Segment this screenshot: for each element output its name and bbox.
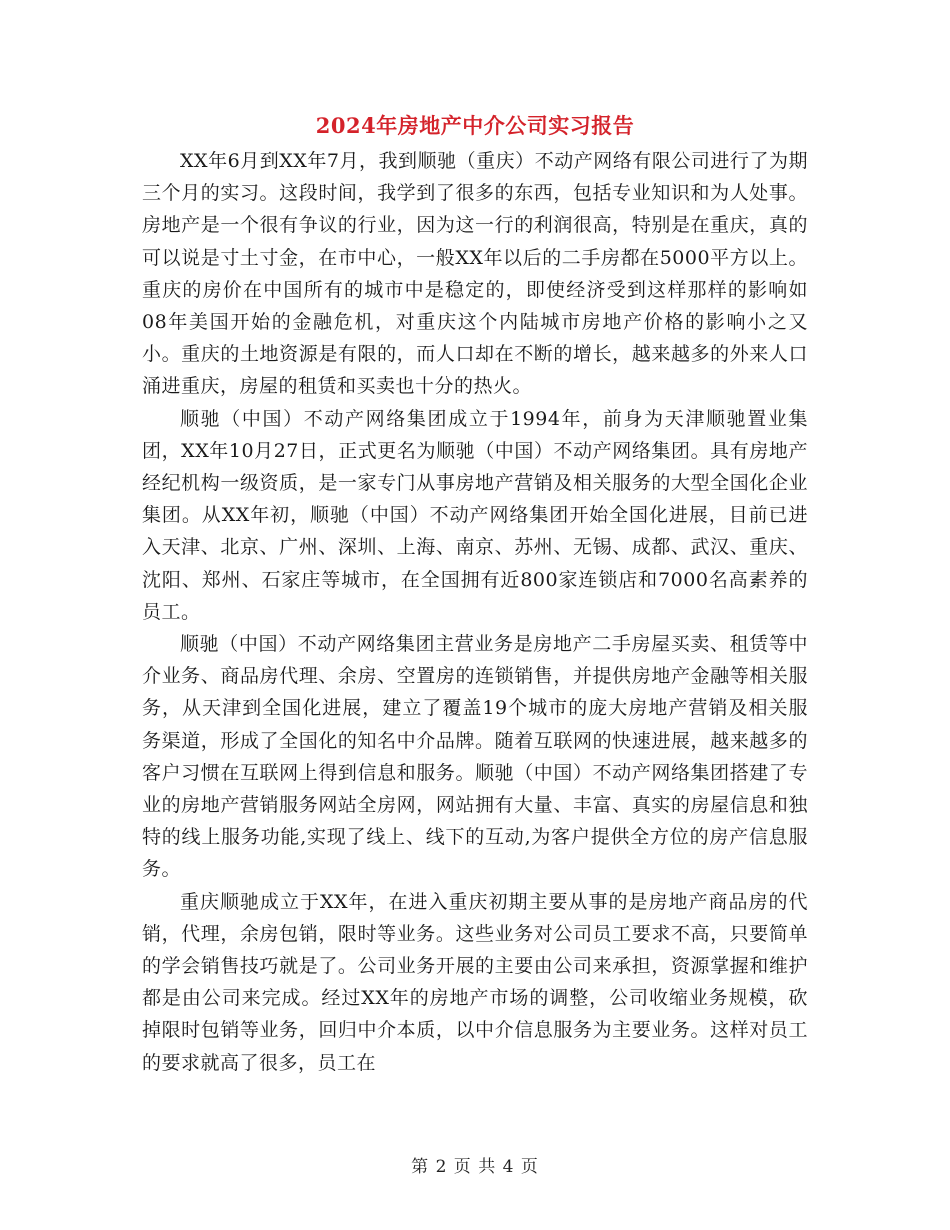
- paragraph-4: 重庆顺驰成立于XX年，在进入重庆初期主要从事的是房地产商品房的代销，代理，余房包销，限时等业务。这些业务对公司员工要求不高，只要简单的学会销售技巧就是了。公司业务开展的主要由公司来承担，资源掌握和维护都是由公司来完成。经过XX年的房地产市场的调整，公司收缩业务规模，砍掉限时包销等业务，回归中介本质，以中介信息服务为主要业务。这样对员工的要求就高了很多，员工在: [142, 890, 808, 1074]
- paragraph-2: 顺驰（中国）不动产网络集团成立于1994年，前身为天津顺驰置业集团，XX年10月27日，正式更名为顺驰（中国）不动产网络集团。具有房地产经纪机构一级资质，是一家专门从事房地产营销及相关服务的大型全国化企业集团。从XX年初，顺驰（中国）不动产网络集团开始全国化进展，目前已进入天津、北京、广州、深圳、上海、南京、苏州、无锡、成都、武汉、重庆、沈阳、郑州、石家庄等城市，在全国拥有近800家连锁店和7000名高素养的员工。: [142, 407, 808, 623]
- document-body: [142, 145, 808, 1079]
- paragraph-1: XX年6月到XX年7月，我到顺驰（重庆）不动产网络有限公司进行了为期三个月的实习。这段时间，我学到了很多的东西，包括专业知识和为人处事。房地产是一个很有争议的行业，因为这一行的利润很高，特别是在重庆，真的可以说是寸土寸金，在市中心，一般XX年以后的二手房都在5000平方以上。重庆的房价在中国所有的城市中是稳定的，即使经济受到这样那样的影响如08年美国开始的金融危机，对重庆这个内陆城市房地产价格的影响小之又小。重庆的土地资源是有限的，而人口却在不断的增长，越来越多的外来人口涌进重庆，房屋的租赁和买卖也十分的热火。: [142, 150, 808, 398]
- document-title: 2024年房地产中介公司实习报告: [315, 113, 635, 138]
- page-footer: 第 2 页 共 4 页: [411, 1157, 539, 1177]
- paragraph-3: 顺驰（中国）不动产网络集团主营业务是房地产二手房屋买卖、租赁等中介业务、商品房代理、余房、空置房的连锁销售，并提供房地产金融等相关服务，从天津到全国化进展，建立了覆盖19个城市的庞大房地产营销及相关服务渠道，形成了全国化的知名中介品牌。随着互联网的快速进展，越来越多的客户习惯在互联网上得到信息和服务。顺驰（中国）不动产网络集团搭建了专业的房地产营销服务网站全房网，网站拥有大量、丰富、真实的房屋信息和独特的线上服务功能,实现了线上、线下的互动,为客户提供全方位的房产信息服务。: [142, 633, 808, 881]
